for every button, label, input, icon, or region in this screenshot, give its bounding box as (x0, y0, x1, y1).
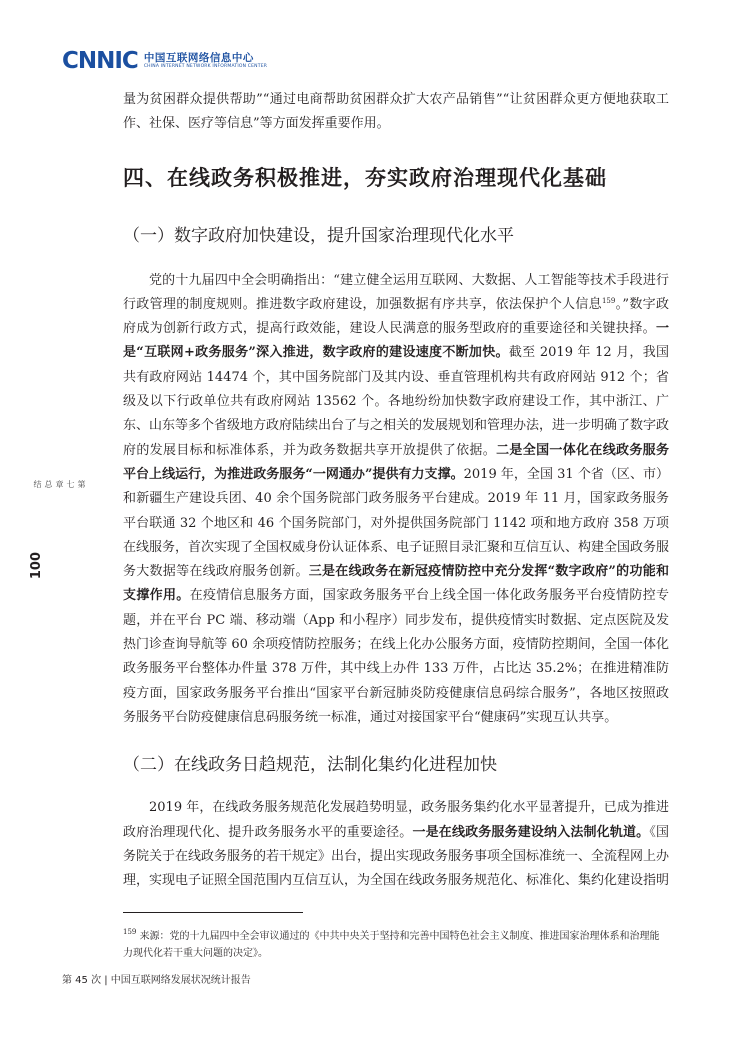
logo-mark: CNNIC (62, 48, 138, 74)
paragraph-online-governance: 2019 年，在线政务服务规范化发展趋势明显，政务服务集约化水平显著提升，已成为推进政府治理现代化、提升政务服务水平的重要途径。一是在线政务服务建设纳入法制化轨道。《国务院关于在线政务服务的若干规定》出台，提出实现政务服务事项全国标准统一、全流程网上办理，实现电子证照全国范围内互信互认，为全国在线政务服务规范化、标准化、集约化建设指明 (123, 800, 670, 889)
footnote-mark: 159 (123, 928, 137, 936)
paragraph-continued: 量为贫困群众提供帮助”“通过电商帮助贫困群众扩大农产品销售”“让贫困群众更方便地获取工作、社保、医疗等信息”等方面发挥重要作用。 (123, 92, 669, 132)
footnote-ref[interactable]: 159 (601, 296, 616, 305)
logo-english-name: CHINA INTERNET NETWORK INFORMATION CENTER (143, 64, 268, 69)
footnote: $^{159}$ 来源：党的十九届四中全会审议通过的《中共中央关于坚持和完善中国特色社会主义制度、推进国家治理体系和治理能力现代化若干重大问题的决定》。 (123, 928, 660, 959)
subsection-heading-2: （二）在线政务日趋规范，法制化集约化进程加快 (123, 755, 497, 776)
main-content (123, 88, 669, 893)
logo-text (144, 52, 267, 70)
cnnic-logo (62, 50, 267, 72)
section-heading: 四、在线政务积极推进，夯实政府治理现代化基础 (123, 165, 607, 190)
logo-chinese-name: 中国互联网络信息中心 (143, 52, 254, 64)
paragraph-digital-government: 党的十九届四中全会明确指出：“建立健全运用互联网、大数据、人工智能等技术手段进行行政管理的制度规则。推进数字政府建设，加强数据有序共享，依法保护个人信息$^{159}$。”数字政府成为创新行政方式，提高行政效能，建设人民满意的服务型政府的重要途径和关键抉择。一是“互联网+政务服务”深入推进，数字政府的建设速度不断加快。截至 2019 年 12 月，我国共有政府网站 14474 个，其中国务院部门及其内设、垂直管理机构共有政府网站 912 个；省级及以下行政单位共有政府网站 13562 个。各地纷纷加快数字政府建设工作，其中浙江、广东、山东等多个省级地方政府陆续出台了与之相关的发展规划和管理办法，进一步明确了数字政府的发展目标和标准体系，并为政务数据共享开放提供了依据。二是全国一体化在线政务服务平台上线运行，为推进政务服务“一网通办”提供有力支撑。2019 年，全国 31 个省（区、市）和新疆生产建设兵团、40 余个国务院部门政务服务平台建成。2019 年 11 月，国家政务服务平台联通 32 个地区和 46 个国务院部门，对外提供国务院部门 1142 项和地方政府 358 万项在线服务，首次实现了全国权威身份认证体系、电子证照目录汇聚和互信互认、构建全国政务服务大数据等在线政府服务创新。三是在线政务在新冠疫情防控中充分发挥“数字政府”的功能和支撑作用。在疫情信息服务方面，国家政务服务平台上线全国一体化政务服务平台疫情防控专题，并在平台 PC 端、移动端（App 和小程序）同步发布，提供疫情实时数据、定点医院及发热门诊查询导航等 60 余项疫情防控服务；在线上化办公服务方面，疫情防控期间，全国一体化政务服务平台整体办件量 378 万件，其中线上办件 133 万件，占比达 35.2%；在推进精准防疫方面，国家政务服务平台推出“国家平台新冠肺炎防疫健康信息码综合服务”，各地区按照政务服务平台防疫健康信息码服务统一标准，通过对接国家平台“健康码”实现互认共享。 (123, 272, 670, 725)
page-footer: 第 45 次 | 中国互联网络发展状况统计报告 (62, 975, 251, 986)
subsection-heading-1: （一）数字政府加快建设，提升国家治理现代化水平 (123, 225, 514, 246)
chapter-label: 第七章 总结 (33, 480, 86, 488)
page-number: 100 (29, 552, 44, 580)
footnote-divider (123, 912, 303, 913)
